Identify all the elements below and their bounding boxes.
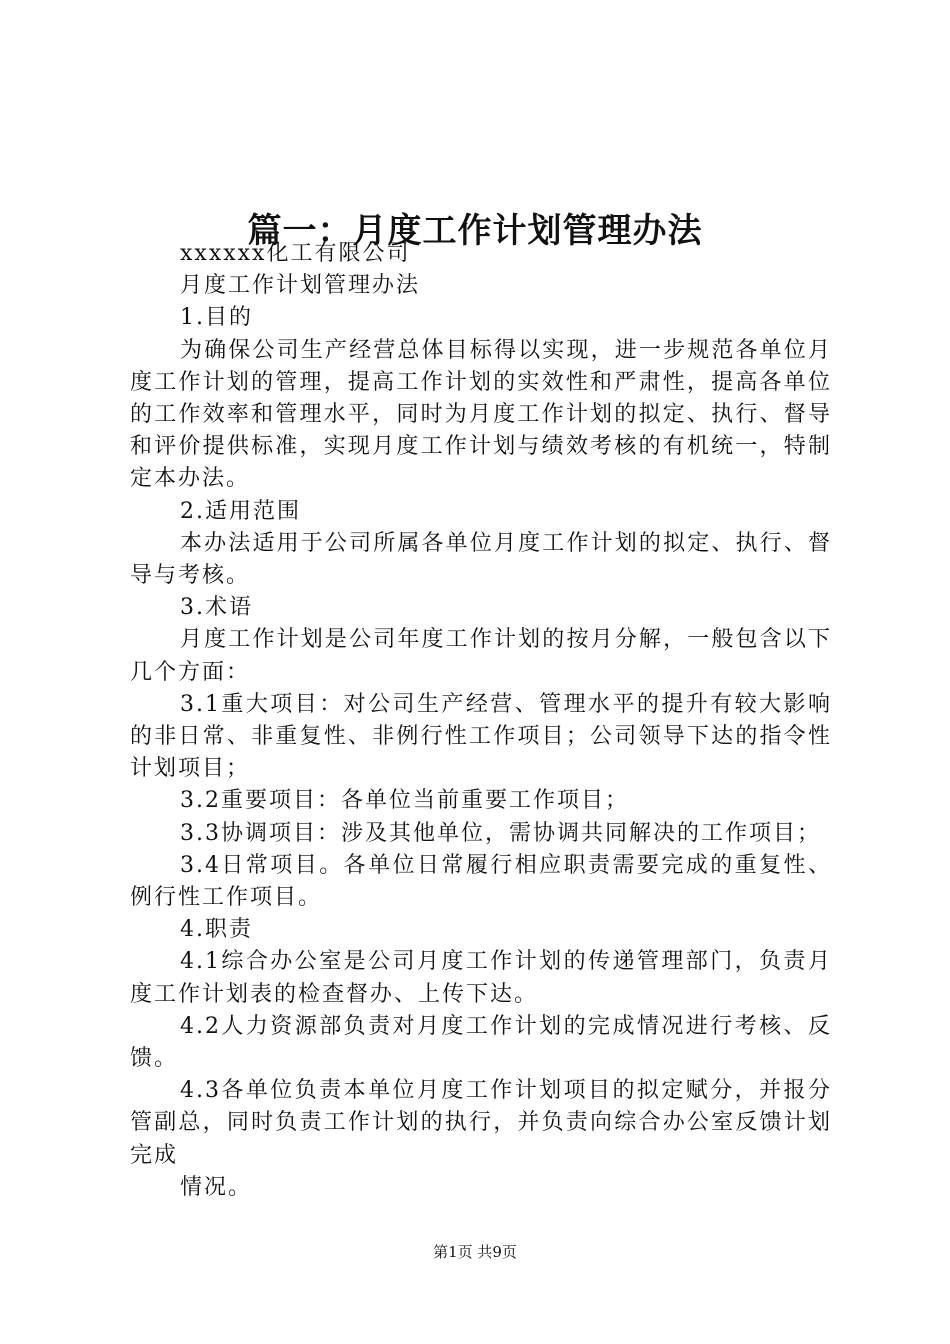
paragraph-duty-office: 4.1综合办公室是公司月度工作计划的传递管理部门，负责月度工作计划表的检查督办、上传下达。 <box>130 949 832 1007</box>
section-heading-terms: 3.术语 <box>180 595 253 621</box>
page-title: 篇一：月度工作计划管理办法 <box>247 210 703 251</box>
paragraph-duty-units-continued: 情况。 <box>180 1174 253 1200</box>
company-name: xxxxxx化工有限公司 <box>180 241 411 266</box>
paragraph-daily-projects: 3.4日常项目。各单位日常履行相应职责需要完成的重复性、例行性工作项目。 <box>130 852 832 911</box>
paragraph-major-projects: 3.1重大项目：对公司生产经营、管理水平的提升有较大影响的非日常、非重复性、非例行性工作项目；公司领导下达的指令性计划项目； <box>130 691 832 782</box>
document-body <box>130 238 832 1204</box>
paragraph-coordination-projects: 3.3协调项目：涉及其他单位，需协调共同解决的工作项目； <box>180 820 821 846</box>
paragraph-terms: 月度工作计划是公司年度工作计划的按月分解，一般包含以下几个方面： <box>130 627 832 685</box>
paragraph-scope: 本办法适用于公司所属各单位月度工作计划的拟定、执行、督导与考核。 <box>130 530 832 589</box>
document-subtitle: 月度工作计划管理办法 <box>180 273 421 299</box>
page-number-footer: 第1页 共9页 <box>433 1243 517 1261</box>
section-heading-scope: 2.适用范围 <box>180 498 301 524</box>
paragraph-purpose: 为确保公司生产经营总体目标得以实现，进一步规范各单位月度工作计划的管理，提高工作计划的实效性和严肃性，提高各单位的工作效率和管理水平，同时为月度工作计划的拟定、执行、督导和评价提供标准，实现月度工作计划与绩效考核的有机统一，特制定本办法。 <box>130 337 832 492</box>
section-heading-duties: 4.职责 <box>180 917 253 943</box>
paragraph-duty-hr: 4.2人力资源部负责对月度工作计划的完成情况进行考核、反馈。 <box>130 1013 832 1072</box>
section-heading-purpose: 1.目的 <box>180 305 253 331</box>
paragraph-important-projects: 3.2重要项目：各单位当前重要工作项目； <box>180 788 629 814</box>
paragraph-duty-units: 4.3各单位负责本单位月度工作计划项目的拟定赋分，并报分管副总，同时负责工作计划的执行，并负责向综合办公室反馈计划完成 <box>130 1078 832 1168</box>
